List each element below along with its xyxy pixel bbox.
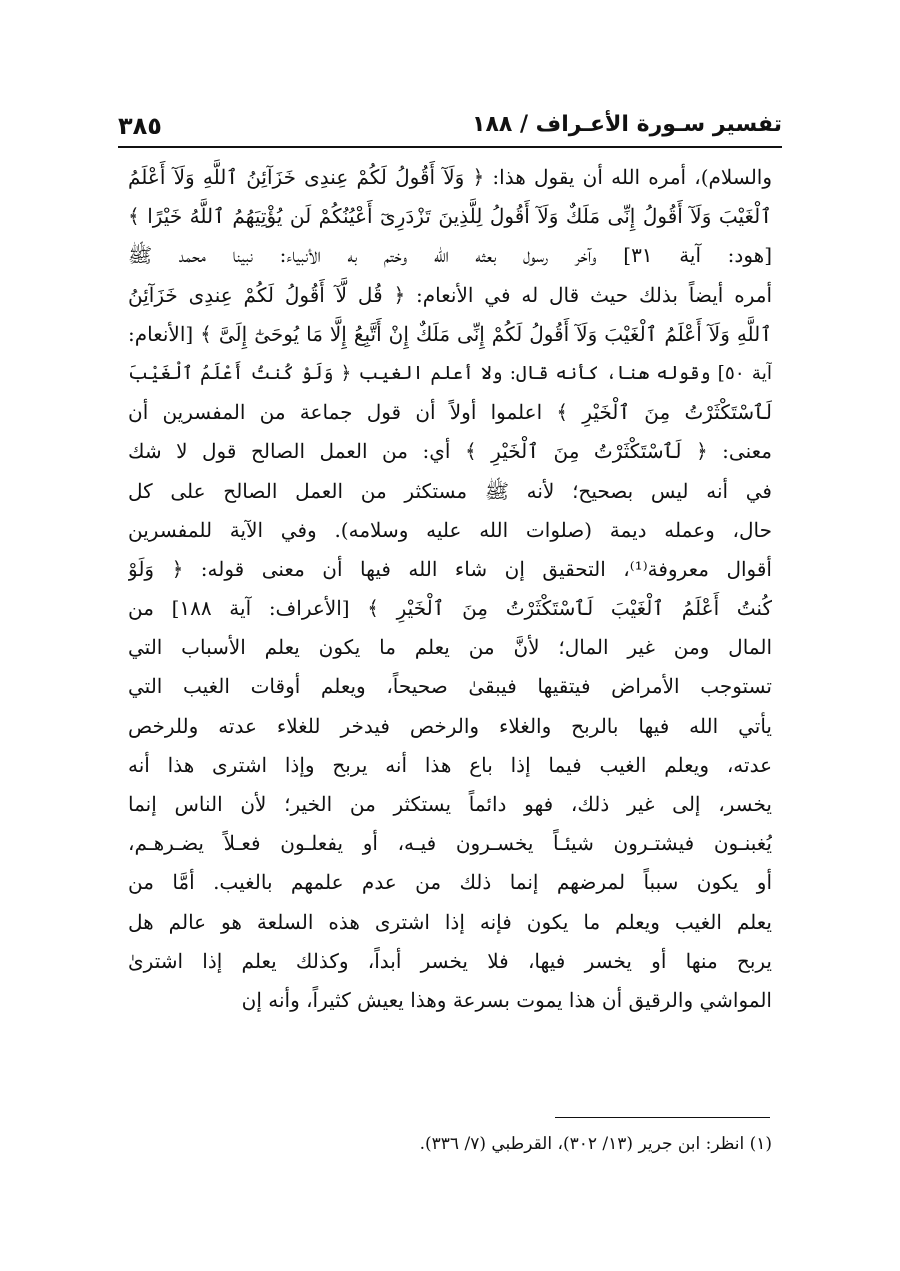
body-line: عدته، ويعلم الغيب فيما إذا باع هذا أنه يربح وإذا اشترى هذا أنه	[128, 752, 772, 777]
body-line: أمره أيضاً بذلك حيث قال له في الأنعام: ﴿ قُل لَّآ أَقُولُ لَكُمْ عِندِى خَزَآئِنُ	[128, 282, 772, 307]
body-line: معنى: ﴿ لَٱسْتَكْثَرْتُ مِنَ ٱلْخَيْرِ ﴾ أي: من العمل الصالح قول لا شك	[128, 439, 772, 464]
body-line: في أنه ليس بصحيح؛ لأنه ﷺ مستكثر من العمل الصالح على كل	[128, 478, 772, 503]
body-line: لَٱسْتَكْثَرْتُ مِنَ ٱلْخَيْرِ ﴾ اعلموا أولاً أن قول جماعة من المفسرين أن	[128, 400, 772, 425]
body-line: والسلام)، أمره الله أن يقول هذا: ﴿ وَلَآ أَقُولُ لَكُمْ عِندِى خَزَآئِنُ ٱللَّهِ وَلَآ أَعْلَمُ	[128, 165, 772, 189]
body-line: أو يكون سبباً لمرضهم إنما ذلك من عدم علمهم بالغيب. أمَّا من	[128, 870, 772, 895]
body-line: يعلم الغيب ويعلم ما يكون فإنه إذا اشترى هذه السلعة هو عالم هل	[128, 909, 772, 934]
footnote-rule	[555, 1117, 770, 1118]
body-line: المال ومن غير المال؛ لأنَّ من يعلم ما يكون يعلم الأسباب التي	[128, 635, 772, 660]
body-line: تستوجب الأمراض فيتقيها فيبقىٰ صحيحاً، ويعلم أوقات الغيب التي	[128, 674, 772, 699]
body-line: المواشي والرقيق أن هذا يموت بسرعة وهذا يعيش كثيراً، وأنه إن	[241, 987, 772, 1012]
body-line: يربح منها أو يخسر فيها، فلا يخسر أبداً، وكذلك يعلم إذا اشترىٰ	[128, 948, 772, 973]
body-line: [هود: آية ٣١] وآخر رسول بعثه الله وختم به الأنبياء: نبينا محمد ﷺ	[128, 243, 772, 268]
page-number: ٣٨٥	[118, 112, 162, 140]
body-text	[128, 158, 772, 1020]
body-line: ٱلْغَيْبَ وَلَآ أَقُولُ إِنِّى مَلَكٌ وَلَآ أَقُولُ لِلَّذِينَ تَزْدَرِىٓ أَعْيُنُكُمْ لَن يُؤْتِيَهُمُ ٱللَّهُ خَيْرًا ﴾	[128, 204, 772, 229]
body-line: يخسر، إلى غير ذلك، فهو دائماً يستكثر من الخير؛ لأن الناس إنما	[128, 792, 772, 816]
body-line: أقوال معروفة⁽¹⁾، التحقيق إن شاء الله فيها أن معنى قوله: ﴿ وَلَوْ	[128, 556, 772, 581]
body-line: ٱللَّهِ وَلَآ أَعْلَمُ ٱلْغَيْبَ وَلَآ أَقُولُ لَكُمْ إِنِّى مَلَكٌ إِنْ أَتَّبِعُ إِلَّا مَا يُوحَىٰٓ إِلَىَّ ﴾ [الأنعام:	[128, 321, 772, 346]
body-line: آية ٥٠] وقوله هنا، كأنه قال: ولا أعلم الغيب ﴿ وَلَوْ كُنتُ أَعْلَمُ ٱلْغَيْبَ	[128, 362, 772, 384]
running-title: تفسير سـورة الأعـراف / ١٨٨	[472, 112, 782, 137]
body-line: كُنتُ أَعْلَمُ ٱلْغَيْبَ لَٱسْتَكْثَرْتُ مِنَ ٱلْخَيْرِ ﴾ [الأعراف: آية ١٨٨] من	[128, 596, 772, 621]
body-line: يأتي الله فيها بالربح والغلاء والرخص فيدخر للغلاء عدته وللرخص	[128, 713, 772, 738]
body-line: حال، وعمله ديمة (صلوات الله عليه وسلامه). وفي الآية للمفسرين	[128, 517, 772, 542]
page-header	[118, 112, 782, 146]
footnote: (١) انظر: ابن جرير (١٣/ ٣٠٢)، القرطبي (٧/ ٣٣٦).	[419, 1134, 772, 1154]
body-line: يُغبنـون فيشتـرون شيئـاً يخسـرون فيـه، أو يفعلـون فعـلاً يضـرهـم،	[128, 831, 772, 856]
header-rule	[118, 146, 782, 148]
